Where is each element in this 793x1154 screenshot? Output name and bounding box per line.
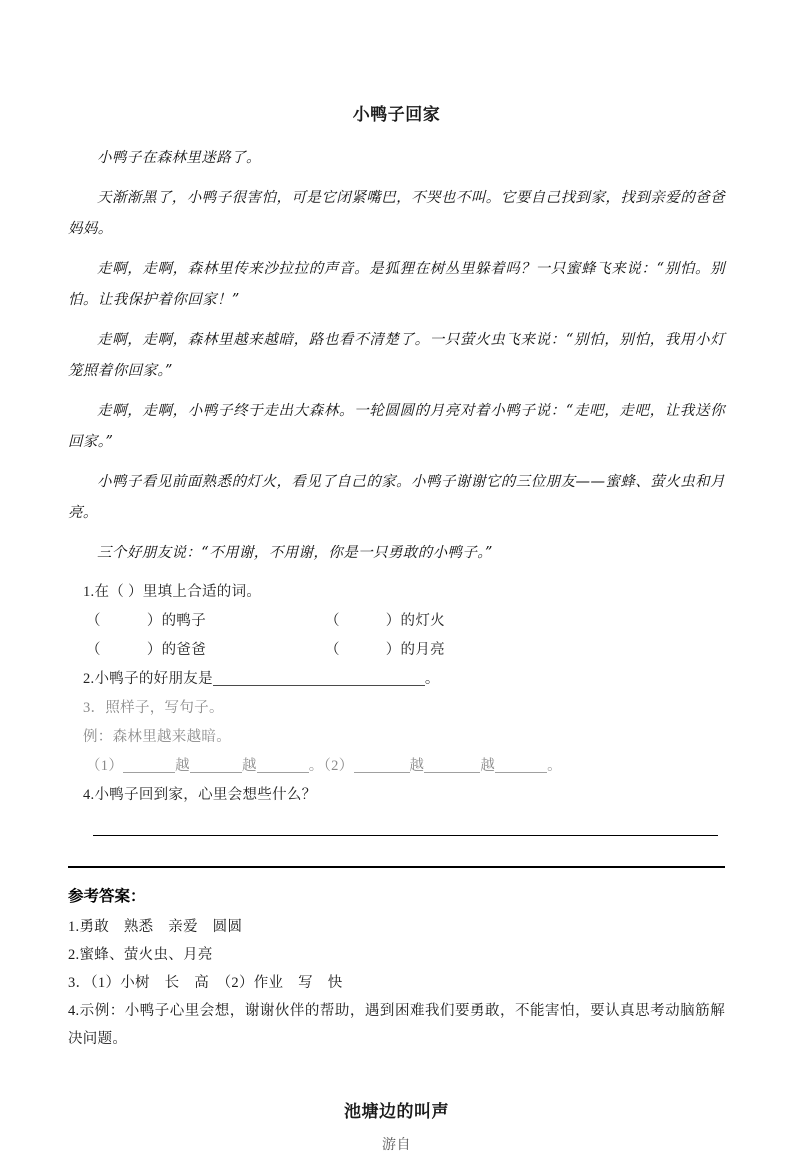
paren-close-label: ）的鸭子 — [146, 613, 207, 630]
q3-1-blank-c[interactable] — [257, 755, 309, 773]
answer-key-line: 3．（1）小树 长 高 （2）作业 写 快 — [68, 975, 343, 992]
story-paragraph: 走啊，走啊，森林里传来沙拉拉的声音。是狐狸在树丛里躲着吗？一只蜜蜂飞来说：“别怕。别怕。让我保护着你回家！” — [68, 261, 725, 309]
page-title: 小鸭子回家 — [352, 105, 441, 125]
story-paragraph: 小鸭子看见前面熟悉的灯火，看见了自己的家。小鸭子谢谢它的三位朋友——蜜蜂、萤火虫和月亮。 — [68, 474, 725, 522]
q3-1-blank-a[interactable] — [123, 755, 175, 773]
fill-blank-cell[interactable] — [325, 636, 445, 665]
answer-key-line: 2.蜜蜂、萤火虫、月亮 — [68, 947, 213, 964]
second-article-header — [68, 1101, 725, 1154]
paren-close-label: ）的月亮 — [385, 642, 445, 659]
paren-open: （ — [324, 613, 340, 630]
story-body — [68, 143, 725, 569]
q3-connector: 越 — [241, 758, 257, 775]
exercise-section — [68, 578, 725, 836]
story-paragraph: 走啊，走啊，小鸭子终于走出大森林。一轮圆圆的月亮对着小鸭子说：“走吧，走吧，让我送你回家。” — [68, 403, 725, 451]
question-1-row — [68, 607, 725, 636]
question-2-answer-blank[interactable] — [213, 668, 425, 686]
fill-blank-cell[interactable] — [86, 636, 321, 665]
answer-key-line: 4.示例：小鸭子心里会想，谢谢伙伴的帮助，遇到困难我们要勇敢，不能害怕，要认真思考动脑筋解决问题。 — [68, 1003, 725, 1048]
paren-open: （ — [86, 613, 101, 630]
q3-connector: 越 — [480, 758, 496, 775]
question-4-prompt: 4.小鸭子回到家，心里会想些什么？ — [83, 787, 317, 804]
second-article-title: 池塘边的叫声 — [344, 1102, 449, 1123]
story-paragraph: 走啊，走啊，森林里越来越暗，路也看不清楚了。一只萤火虫飞来说：“别怕，别怕，我用小灯笼照着你回家。” — [68, 332, 725, 380]
q3-1-period: 。 — [308, 758, 324, 775]
question-4-answer-line[interactable] — [93, 835, 718, 836]
sub-question-1-label: （1） — [86, 758, 124, 775]
question-2-period: 。 — [424, 671, 440, 688]
q3-1-blank-b[interactable] — [190, 755, 242, 773]
question-3-blanks-row — [68, 752, 725, 781]
q3-2-blank-b[interactable] — [424, 755, 480, 773]
paren-close-label: ）的爸爸 — [146, 642, 207, 659]
q3-connector: 越 — [175, 758, 190, 775]
story-paragraph: 小鸭子在森林里迷路了。 — [97, 150, 261, 167]
paren-open: （ — [324, 642, 340, 659]
fill-blank-cell[interactable] — [86, 607, 321, 636]
answer-key-heading: 参考答案： — [68, 887, 146, 906]
paren-open: （ — [86, 642, 101, 659]
sub-question-2-label: （2） — [323, 758, 354, 775]
answer-key-line: 1.勇敢 熟悉 亲爱 圆圆 — [68, 919, 243, 936]
q3-2-blank-c[interactable] — [495, 755, 547, 773]
fill-blank-cell[interactable] — [325, 607, 445, 636]
question-2-prompt: 2.小鸭子的好朋友是 — [83, 671, 213, 688]
q3-connector: 越 — [409, 758, 425, 775]
story-paragraph: 天渐渐黑了，小鸭子很害怕，可是它闭紧嘴巴，不哭也不叫。它要自己找到家，找到亲爱的爸爸妈妈。 — [68, 190, 725, 238]
question-3-example: 例：森林里越来越暗。 — [83, 729, 231, 746]
question-2-row — [68, 665, 725, 694]
paren-close-label: ）的灯火 — [385, 613, 445, 630]
question-1-prompt: 1.在（ ）里填上合适的词。 — [83, 584, 262, 601]
answer-key-divider — [68, 866, 725, 868]
q3-2-blank-a[interactable] — [354, 755, 410, 773]
answer-key-section — [68, 882, 725, 1053]
second-article-author: 游自 — [382, 1137, 411, 1153]
story-paragraph: 三个好朋友说：“不用谢，不用谢，你是一只勇敢的小鸭子。” — [97, 545, 493, 562]
q3-2-period: 。 — [547, 758, 562, 775]
question-1-row — [68, 636, 725, 665]
question-3-prompt: 3．照样子，写句子。 — [83, 700, 224, 717]
